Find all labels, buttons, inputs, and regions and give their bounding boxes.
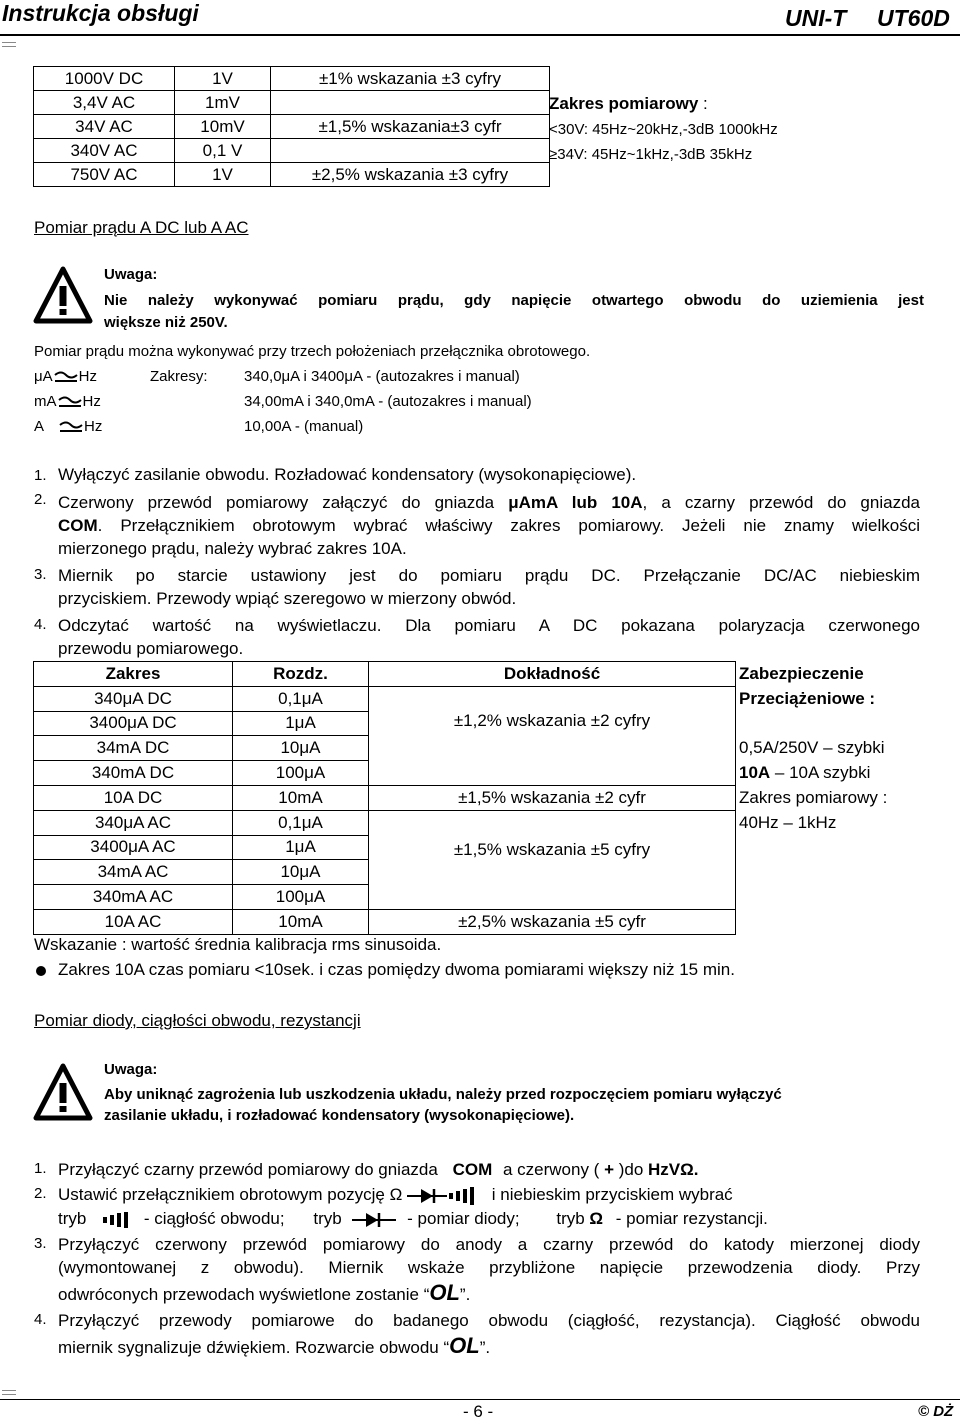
table-note: Wskazanie : wartość średnia kalibracja rms sinusoida. (34, 935, 442, 954)
mode-row (34, 368, 97, 385)
table-cell: 10A AC (34, 909, 233, 934)
mode-unit: Hz (84, 418, 103, 435)
mode-range: 34,00mA i 340,0mA - (autozakres i manual) (244, 393, 532, 410)
voltage-range-line1: <30V: 45Hz~20kHz,-3dB 1000kHz (549, 121, 778, 138)
diode-section-title: Pomiar diody, ciągłości obwodu, rezystancji (34, 1011, 361, 1030)
ranges-label: Zakresy: (150, 368, 208, 385)
table-cell (369, 810, 736, 835)
table-header: Zabezpieczenie (739, 663, 864, 683)
table-row (34, 909, 940, 934)
table-cell: 750V AC (34, 163, 175, 187)
step-line: przyciskiem. Przewody wpiąć szeregowo w mierzony obwód. (58, 589, 517, 608)
step-number: 3. (34, 566, 47, 583)
table-cell: ±1,5% wskazania±3 cyfr (271, 115, 550, 139)
table-cell (369, 885, 736, 910)
mode-range: 340,0μA i 3400μA - (autozakres i manual) (244, 368, 520, 385)
table-header: Dokładność (369, 662, 736, 687)
protection-cell (736, 885, 940, 910)
current-intro: Pomiar prądu można wykonywać przy trzech położeniach przełącznika obrotowego. (34, 343, 591, 360)
table-cell: 10μA (233, 736, 369, 761)
table-row (34, 139, 550, 163)
step-part: - pomiar diody; (407, 1209, 520, 1228)
doc-header-model: UNI-T (785, 5, 847, 31)
step-line: (wymontowanej z obwodu). Miernik wskaże przybliżone napięcie przewodzenia diody. Przy (58, 1258, 920, 1277)
step-text (58, 564, 920, 610)
header-rule (0, 34, 960, 36)
ol-display: OL (429, 1280, 460, 1305)
table-cell: ±1% wskazania ±3 cyfry (271, 67, 550, 91)
step-text: Czerwony przewód pomiarowy załączyć do gniazda μAmA lub 10A, a czarny przewód do gniazda COM. Przełącznikiem obrotowym wybrać właściwy zakres pomiarowy. Jeżeli nie znamy wielkości mierzonego prądu, należy wybrać zakres 10A. (58, 493, 920, 558)
step-text (58, 1207, 768, 1230)
step-part: Przyłączyć czarny przewód pomiarowy do gniazda (58, 1160, 438, 1179)
mode-label: A (34, 418, 45, 435)
table-cell: 10mA (233, 909, 369, 934)
table-cell: 10μA (233, 860, 369, 885)
ol-display: OL (449, 1333, 480, 1358)
mode-row (34, 393, 101, 410)
step-text (58, 614, 920, 660)
table-cell (369, 761, 736, 786)
footer-dash (2, 1394, 16, 1395)
voltage-range-line2: ≥34V: 45Hz~1kHz,-3dB 35kHz (549, 146, 753, 163)
table-row (34, 785, 940, 810)
step-number: 4. (34, 616, 47, 633)
table-cell: 34mA AC (34, 860, 233, 885)
step-line: Miernik po starcie ustawiony jest do pomiaru prądu DC. Przełączanie DC/AC niebieskim (58, 566, 920, 585)
table-cell: 340V AC (34, 139, 175, 163)
doc-header-title: Instrukcja obsługi (2, 0, 199, 26)
table-cell: ±1,5% wskazania ±2 cyfr (369, 785, 736, 810)
protection-cell: Przeciążeniowe : (739, 688, 876, 708)
warning-text: większe niż 250V. (104, 314, 228, 331)
ac-dc-wave-icon (58, 420, 84, 434)
diode-continuity-icon (407, 1187, 479, 1205)
table-cell: 340μA AC (34, 810, 233, 835)
step-number: 2. (34, 1185, 47, 1202)
header-dash (2, 42, 16, 43)
protection-cell: 0,5A/250V – szybki (739, 738, 885, 758)
table-cell: ±1,2% wskazania ±2 cyfry (369, 711, 736, 736)
protection-cell (736, 860, 940, 885)
protection-cell: 10A – 10A szybki (739, 763, 871, 783)
table-cell: 100μA (233, 885, 369, 910)
mode-label: mA (34, 393, 57, 410)
table-cell (271, 139, 550, 163)
table-row (34, 860, 940, 885)
mode-unit: Hz (78, 368, 97, 385)
bullet-text: Zakres 10A czas pomiaru <10sek. i czas pomiędzy dwoma pomiarami większy niż 15 min. (58, 960, 735, 979)
table-cell: 0,1μA (233, 686, 369, 711)
bullet-icon (36, 966, 46, 976)
table-cell: 10A DC (34, 785, 233, 810)
voltage-range-title: Zakres pomiarowy : (549, 94, 708, 113)
table-row (34, 761, 940, 786)
table-row (34, 686, 940, 711)
continuity-icon (101, 1212, 135, 1228)
step-text: Przyłączyć czerwony przewód pomiarowy do anody a czarny przewód do katody mierzonej diody (wymontowanej z obwodu). Miernik wskaże przybliżone napięcie przewodzenia diody. Przy odwróconych przewodach wyświetlone zostanie “OL”. (58, 1235, 920, 1305)
warning-title: Uwaga: (104, 1061, 158, 1078)
step-part: i niebieskim przyciskiem wybrać (491, 1185, 733, 1204)
table-cell: 1mV (175, 91, 271, 115)
table-row (34, 711, 940, 736)
com-label: COM (452, 1160, 493, 1179)
table-row (34, 736, 940, 761)
protection-cell (736, 835, 940, 860)
mode-range: 10,00A - (manual) (244, 418, 364, 435)
hz-label: HzVΩ. (648, 1160, 699, 1179)
table-cell: 340mA AC (34, 885, 233, 910)
table-row (34, 835, 940, 860)
ohm-label: Ω (589, 1209, 604, 1228)
table-cell: 34V AC (34, 115, 175, 139)
ac-dc-wave-icon (53, 370, 79, 384)
step-line: miernik sygnalizuje dźwiękiem. Rozwarcie obwodu (58, 1338, 439, 1357)
step-text (58, 1183, 733, 1206)
table-row (34, 115, 550, 139)
step-line: odwróconych przewodach wyświetlone zostanie (58, 1285, 419, 1304)
warning-text: Aby uniknąć zagrożenia lub uszkodzenia układu, należy przed rozpoczęciem pomiaru wyłączyć (104, 1086, 782, 1103)
table-cell: 3400μA DC (34, 711, 233, 736)
table-row (34, 91, 550, 115)
protection-cell: Zakres pomiarowy : (739, 787, 888, 807)
table-cell: 340mA DC (34, 761, 233, 786)
step-part: - ciągłość obwodu; (143, 1209, 285, 1228)
table-cell: 0,1μA (233, 810, 369, 835)
table-cell: 1V (175, 163, 271, 187)
table-cell: ±2,5% wskazania ±5 cyfr (369, 909, 736, 934)
step-line: przewodu pomiarowego. (58, 639, 244, 658)
table-row (34, 67, 550, 91)
table-header: Zakres (34, 662, 233, 687)
step-part: tryb (556, 1209, 585, 1228)
step-number: 2. (34, 491, 47, 508)
step-part: tryb (58, 1209, 87, 1228)
table-cell (369, 860, 736, 885)
warning-title: Uwaga: (104, 266, 158, 283)
step-line: Przyłączyć przewody pomiarowe do badanego obwodu (ciągłość, rezystancja). Ciągłość obwodu (58, 1311, 920, 1330)
page-number: - 6 - (463, 1402, 494, 1421)
table-cell: 1000V DC (34, 67, 175, 91)
table-cell: 3,4V AC (34, 91, 175, 115)
table-row (34, 163, 550, 187)
voltage-table (33, 66, 550, 187)
warning-triangle-icon (33, 1063, 93, 1121)
protection-cell (736, 909, 940, 934)
protection-cell (736, 711, 940, 736)
table-cell: 10mV (175, 115, 271, 139)
footer-rule (0, 1399, 960, 1400)
protection-cell: 40Hz – 1kHz (739, 812, 837, 832)
step-line: Odczytać wartość na wyświetlaczu. Dla pomiaru A DC pokazana polaryzacja czerwonego (58, 616, 920, 635)
table-cell: ±1,5% wskazania ±5 cyfry (369, 835, 736, 860)
table-cell: 1μA (233, 711, 369, 736)
table-cell (369, 736, 736, 761)
step-part: tryb (313, 1209, 342, 1228)
table-cell (271, 91, 550, 115)
table-header: Rozdz. (233, 662, 369, 687)
current-table (33, 661, 940, 935)
table-cell: 0,1 V (175, 139, 271, 163)
step-number: 3. (34, 1235, 47, 1252)
mode-label: μA (34, 368, 53, 385)
step-line: Przyłączyć czerwony przewód pomiarowy do anody a czarny przewód do katody mierzonej diody (58, 1235, 920, 1254)
table-row (34, 885, 940, 910)
table-header-row (34, 662, 940, 687)
ac-dc-wave-icon (57, 395, 83, 409)
table-row (34, 810, 940, 835)
table-cell: 10mA (233, 785, 369, 810)
step-number: 1. (34, 1160, 47, 1177)
diode-icon (352, 1212, 396, 1228)
table-cell (369, 686, 736, 711)
step-number: 1. (34, 467, 47, 484)
warning-triangle-icon (33, 266, 93, 324)
table-cell: 1μA (233, 835, 369, 860)
table-cell: 100μA (233, 761, 369, 786)
footer-dash (2, 1390, 16, 1391)
mode-unit: Hz (82, 393, 101, 410)
step-part: Ustawić przełącznikiem obrotowym pozycję Ω (58, 1185, 403, 1204)
step-text: Przyłączyć przewody pomiarowe do badanego obwodu (ciągłość, rezystancja). Ciągłość obwodu miernik sygnalizuje dźwiękiem. Rozwarcie obwodu “OL”. (58, 1311, 920, 1358)
mode-row (34, 418, 102, 435)
step-number: 4. (34, 1311, 47, 1328)
table-cell: 340μA DC (34, 686, 233, 711)
table-cell: ±2,5% wskazania ±3 cyfry (271, 163, 550, 187)
step-part: - pomiar rezystancji. (615, 1209, 768, 1228)
warning-text: zasilanie układu, i rozładować kondensatory (wysokonapięciowe). (104, 1107, 575, 1124)
step-line: mierzonego prądu, należy wybrać zakres 10A. (58, 539, 407, 558)
doc-header-code: UT60D (877, 5, 950, 31)
warning-text: Nie należy wykonywać pomiaru prądu, gdy napięcie otwartego obwodu do uziemienia jest (104, 292, 924, 309)
footer-copyright: © DŻ (918, 1403, 954, 1420)
step-text: Przyłączyć czarny przewód pomiarowy do gniazda COM a czerwony ( + )do HzVΩ. (58, 1160, 699, 1179)
step-text: Wyłączyć zasilanie obwodu. Rozładować kondensatory (wysokonapięciowe). (58, 465, 637, 484)
table-cell: 34mA DC (34, 736, 233, 761)
table-cell: 1V (175, 67, 271, 91)
current-section-title: Pomiar prądu A DC lub A AC (34, 218, 249, 237)
table-cell: 3400μA AC (34, 835, 233, 860)
header-dash (2, 46, 16, 47)
